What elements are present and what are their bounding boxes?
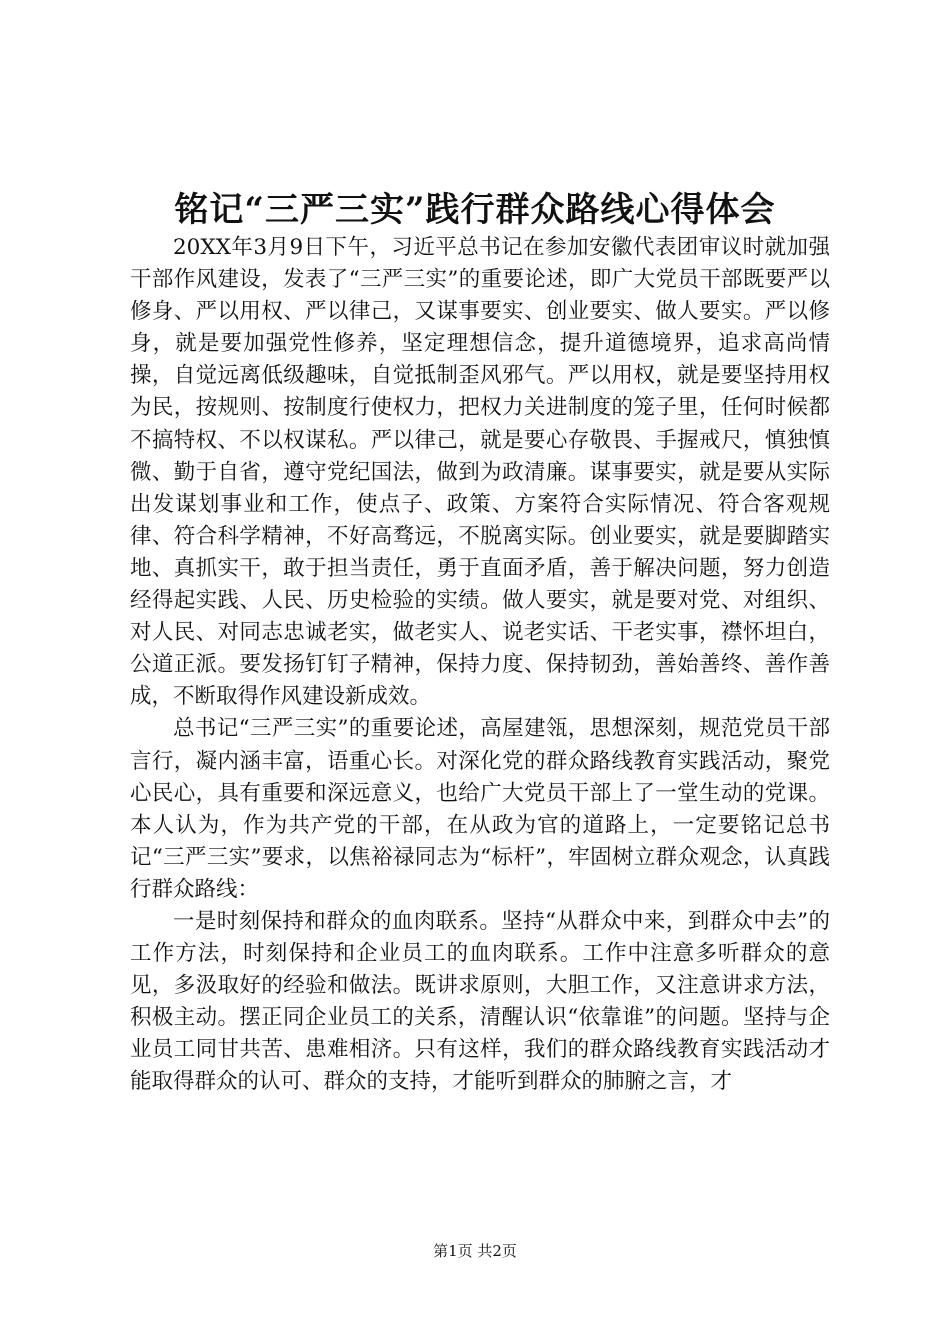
page-number-footer: 第1页 共2页 [433, 1242, 517, 1260]
document-body [130, 232, 830, 1099]
paragraph-3: 一是时刻保持和群众的血肉联系。坚持“从群众中来，到群众中去”的工作方法，时刻保持和企业员工的血肉联系。工作中注意多听群众的意见，多汲取好的经验和做法。既讲求原则，大胆工作，又注意讲求方法，积极主动。摆正同企业员工的关系，清醒认识“依靠谁”的问题。坚持与企业员工同甘共苦、患难相济。只有这样，我们的群众路线教育实践活动才能取得群众的认可、群众的支持，才能听到群众的肺腑之言，才 [130, 908, 830, 1095]
paragraph-2: 总书记“三严三实”的重要论述，高屋建瓴，思想深刻，规范党员干部言行，凝内涵丰富，语重心长。对深化党的群众路线教育实践活动，聚党心民心，具有重要和深远意义，也给广大党员干部上了一堂生动的党课。本人认为，作为共产党的干部，在从政为官的道路上，一定要铭记总书记“三严三实”要求，以焦裕禄同志为“标杆”，牢固树立群众观念，认真践行群众路线： [130, 716, 830, 902]
paragraph-1: 20XX年3月9日下午，习近平总书记在参加安徽代表团审议时就加强干部作风建设，发表了“三严三实”的重要论述，即广大党员干部既要严以修身、严以用权、严以律己，又谋事要实、创业要实、做人要实。严以修身，就是要加强党性修养，坚定理想信念，提升道德境界，追求高尚情操，自觉远离低级趣味，自觉抵制歪风邪气。严以用权，就是要坚持用权为民，按规则、按制度行使权力，把权力关进制度的笼子里，任何时候都不搞特权、不以权谋私。严以律己，就是要心存敬畏、手握戒尺，慎独慎微、勤于自省，遵守党纪国法，做到为政清廉。谋事要实，就是要从实际出发谋划事业和工作，使点子、政策、方案符合实际情况、符合客观规律、符合科学精神，不好高骛远，不脱离实际。创业要实，就是要脚踏实地、真抓实干，敢于担当责任，勇于直面矛盾，善于解决问题，努力创造经得起实践、人民、历史检验的实绩。做人要实，就是要对党、对组织、对人民、对同志忠诚老实，做老实人、说老实话、干老实事，襟怀坦白，公道正派。要发扬钉钉子精神，保持力度、保持韧劲，善始善终、善作善成，不断取得作风建设新成效。 [130, 235, 830, 710]
document-title: 铭记“三严三实”践行群众路线心得体会 [174, 190, 776, 230]
